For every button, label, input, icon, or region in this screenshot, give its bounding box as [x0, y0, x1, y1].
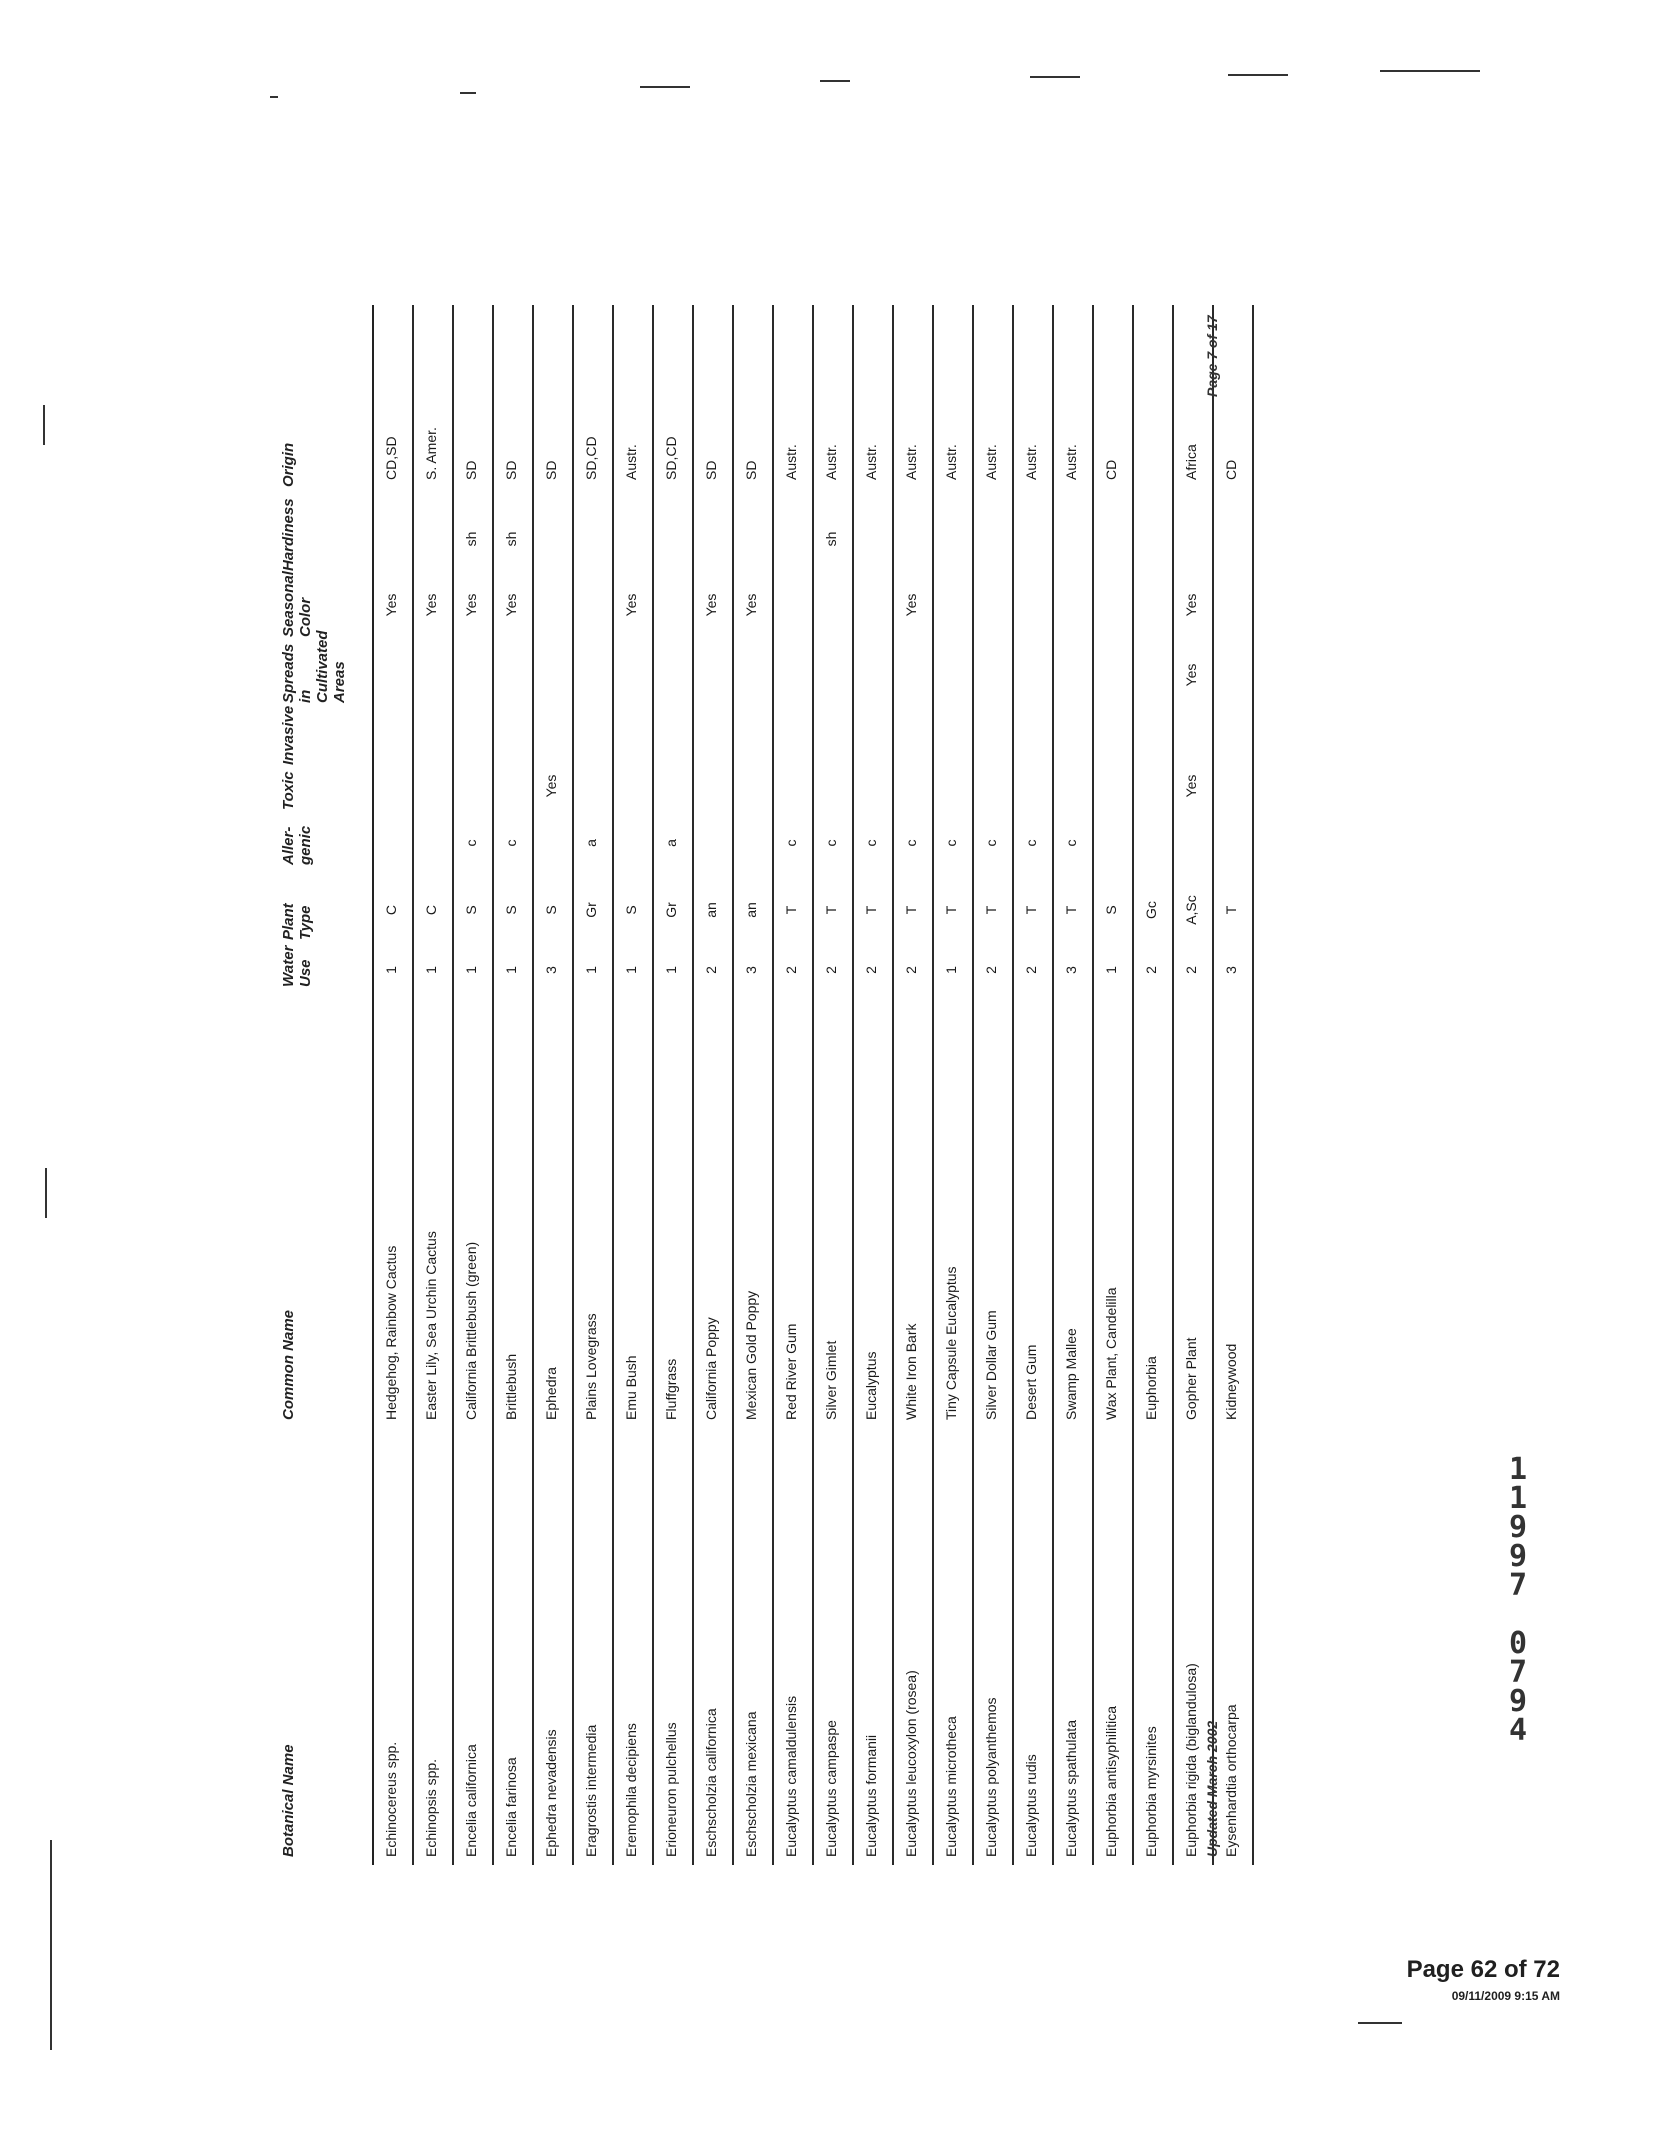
plant-type-cell: C	[423, 904, 439, 916]
plant-type-cell: Gc	[1143, 901, 1159, 919]
plant-type-cell: T	[983, 905, 999, 915]
allergenic-cell: c	[823, 839, 839, 847]
common-name-cell: California Brittlebush (green)	[463, 1241, 479, 1420]
botanical-name-cell: Eucalyptus formanii	[863, 1734, 879, 1857]
origin-cell: Austr.	[823, 444, 839, 480]
allergenic-cell: c	[983, 839, 999, 847]
table-row	[372, 305, 414, 1865]
table-row	[772, 305, 814, 1865]
seasonal-color-cell: Yes	[743, 593, 759, 617]
table-row	[412, 305, 454, 1865]
allergenic-cell: a	[663, 839, 679, 847]
table-row	[972, 305, 1014, 1865]
botanical-name-cell: Eschscholzia mexicana	[743, 1711, 759, 1857]
water-use-cell: 3	[543, 966, 559, 974]
botanical-name-cell: Eremophila decipiens	[623, 1723, 639, 1857]
document-stamp-number	[1498, 1452, 1538, 1748]
header-seasonal-color: Seasonal Color	[280, 571, 314, 637]
scan-mark	[1380, 70, 1480, 72]
table-row	[652, 305, 694, 1865]
water-use-cell: 2	[1143, 966, 1159, 974]
scan-mark	[820, 80, 850, 82]
origin-cell: SD,CD	[663, 436, 679, 480]
origin-cell: Austr.	[863, 444, 879, 480]
allergenic-cell: c	[463, 839, 479, 847]
water-use-cell: 2	[783, 966, 799, 974]
common-name-cell: Hedgehog, Rainbow Cactus	[383, 1245, 399, 1420]
plant-type-cell: T	[1023, 905, 1039, 915]
botanical-name-cell: Echinocereus spp.	[383, 1741, 399, 1857]
header-origin: Origin	[280, 442, 297, 487]
botanical-name-cell: Encelia farinosa	[503, 1757, 519, 1857]
stamp-digit: 1	[1508, 1481, 1528, 1516]
water-use-cell: 1	[463, 966, 479, 974]
stamp-digit: 7	[1508, 1655, 1528, 1690]
stamp-digit: 9	[1508, 1539, 1528, 1574]
common-name-cell: Ephedra	[543, 1367, 559, 1420]
page-of-label: Page 7 of 17	[1204, 315, 1220, 397]
stamp-digit: 7	[1508, 1568, 1528, 1603]
allergenic-cell: c	[503, 839, 519, 847]
origin-cell: SD	[543, 460, 559, 480]
seasonal-color-cell: Yes	[1183, 593, 1199, 617]
seasonal-color-cell: Yes	[383, 593, 399, 617]
scan-mark	[460, 92, 476, 94]
allergenic-cell: c	[1063, 839, 1079, 847]
table-row	[532, 305, 574, 1865]
origin-cell: SD	[503, 460, 519, 480]
stamp-digit: 9	[1508, 1684, 1528, 1719]
botanical-name-cell: Eschscholzia californica	[703, 1708, 719, 1857]
scan-mark	[640, 86, 690, 88]
plant-type-cell: T	[1223, 905, 1239, 915]
stamp-digit: 1	[1508, 1452, 1528, 1487]
hardiness-cell: sh	[823, 531, 839, 547]
plant-type-cell: T	[783, 905, 799, 915]
origin-cell: CD,SD	[383, 436, 399, 480]
common-name-cell: Eucalyptus	[863, 1351, 879, 1420]
water-use-cell: 2	[903, 966, 919, 974]
water-use-cell: 2	[983, 966, 999, 974]
allergenic-cell: c	[943, 839, 959, 847]
origin-cell: CD	[1103, 459, 1119, 480]
plant-type-cell: Gr	[663, 902, 679, 918]
water-use-cell: 2	[823, 966, 839, 974]
common-name-cell: Easter Lily, Sea Urchin Cactus	[423, 1231, 439, 1420]
table-row	[1092, 305, 1134, 1865]
scan-mark	[1358, 2022, 1402, 2024]
plant-type-cell: S	[623, 905, 639, 915]
seasonal-color-cell: Yes	[623, 593, 639, 617]
plant-type-cell: T	[823, 905, 839, 915]
common-name-cell: Gopher Plant	[1183, 1337, 1199, 1420]
header-botanical-name: Botanical Name	[280, 1744, 297, 1857]
origin-cell: Austr.	[983, 444, 999, 480]
plant-type-cell: Gr	[583, 902, 599, 918]
origin-cell: Austr.	[943, 444, 959, 480]
seasonal-color-cell: Yes	[503, 593, 519, 617]
common-name-cell: Wax Plant, Candelilla	[1103, 1287, 1119, 1420]
scan-mark	[50, 1840, 52, 2050]
botanical-name-cell: Eucalyptus rudis	[1023, 1754, 1039, 1857]
plant-type-cell: T	[903, 905, 919, 915]
header-hardiness: Hardiness	[280, 498, 297, 571]
origin-cell: Austr.	[1063, 444, 1079, 480]
plant-type-cell: S	[1103, 905, 1119, 915]
hardiness-cell: sh	[503, 531, 519, 547]
botanical-name-cell: Erioneuron pulchellus	[663, 1722, 679, 1857]
origin-cell: S. Amer.	[423, 427, 439, 480]
hardiness-cell: sh	[463, 531, 479, 547]
table-row	[1132, 305, 1174, 1865]
plant-type-cell: S	[543, 905, 559, 915]
seasonal-color-cell: Yes	[423, 593, 439, 617]
common-name-cell: Kidneywood	[1223, 1343, 1239, 1420]
common-name-cell: Euphorbia	[1143, 1356, 1159, 1420]
botanical-name-cell: Eysenhardtia orthocarpa	[1223, 1704, 1239, 1857]
water-use-cell: 3	[743, 966, 759, 974]
common-name-cell: Silver Dollar Gum	[983, 1310, 999, 1420]
botanical-name-cell: Eucalyptus leucoxylon (rosea)	[903, 1670, 919, 1857]
header-toxic: Toxic	[280, 771, 297, 810]
header-allergenic: Aller- genic	[280, 825, 314, 865]
table-header	[272, 305, 374, 1865]
allergenic-cell: c	[1023, 839, 1039, 847]
botanical-name-cell: Eucalyptus polyanthemos	[983, 1697, 999, 1857]
common-name-cell: Brittlebush	[503, 1353, 519, 1420]
botanical-name-cell: Eragrostis intermedia	[583, 1724, 599, 1857]
plant-type-cell: T	[863, 905, 879, 915]
seasonal-color-cell: Yes	[703, 593, 719, 617]
origin-cell: Austr.	[623, 444, 639, 480]
stamp-digit: 4	[1508, 1713, 1528, 1748]
page-count-title: Page 62 of 72	[1406, 1956, 1560, 1983]
common-name-cell: Fluffgrass	[663, 1358, 679, 1420]
origin-cell: Austr.	[903, 444, 919, 480]
origin-cell: SD	[743, 460, 759, 480]
stamp-gap	[1498, 1600, 1538, 1629]
header-invasive: Invasive	[280, 705, 297, 765]
botanical-name-cell: Euphorbia rigida (biglandulosa)	[1183, 1663, 1199, 1857]
table-row	[612, 305, 654, 1865]
scan-mark	[1228, 74, 1288, 76]
common-name-cell: Silver Gimlet	[823, 1340, 839, 1420]
water-use-cell: 3	[1223, 966, 1239, 974]
table-row	[452, 305, 494, 1865]
allergenic-cell: c	[863, 839, 879, 847]
stamp-digit: 0	[1508, 1626, 1528, 1661]
page-timestamp: 09/11/2009 9:15 AM	[1451, 1989, 1560, 2003]
water-use-cell: 1	[663, 966, 679, 974]
toxic-cell: Yes	[1183, 774, 1199, 798]
origin-cell: Austr.	[1023, 444, 1039, 480]
botanical-name-cell: Euphorbia myrsinites	[1143, 1726, 1159, 1857]
plant-type-cell: S	[463, 905, 479, 915]
origin-cell: Austr.	[783, 444, 799, 480]
botanical-name-cell: Eucalyptus campaspe	[823, 1720, 839, 1857]
table-row	[1212, 305, 1254, 1865]
header-water-use: Water Use	[280, 945, 314, 987]
allergenic-cell: c	[903, 839, 919, 847]
common-name-cell: California Poppy	[703, 1317, 719, 1420]
stamp-digit: 9	[1508, 1510, 1528, 1545]
botanical-name-cell: Eucalyptus spathulata	[1063, 1720, 1079, 1857]
origin-cell: SD	[703, 460, 719, 480]
spreads-cell: Yes	[1183, 663, 1199, 687]
water-use-cell: 2	[863, 966, 879, 974]
origin-cell: SD,CD	[583, 436, 599, 480]
table-row	[932, 305, 974, 1865]
table-row	[1052, 305, 1094, 1865]
common-name-cell: Mexican Gold Poppy	[743, 1290, 759, 1420]
origin-cell: SD	[463, 460, 479, 480]
origin-cell: CD	[1223, 459, 1239, 480]
seasonal-color-cell: Yes	[903, 593, 919, 617]
plant-type-cell: A,Sc	[1183, 895, 1199, 925]
scan-mark	[270, 96, 278, 98]
plant-type-cell: T	[943, 905, 959, 915]
table-row	[1012, 305, 1054, 1865]
common-name-cell: Red River Gum	[783, 1323, 799, 1420]
header-common-name: Common Name	[280, 1309, 297, 1420]
botanical-name-cell: Eucalyptus camaldulensis	[783, 1695, 799, 1857]
updated-note: Updated March 2002	[1204, 1720, 1220, 1857]
water-use-cell: 2	[1023, 966, 1039, 974]
common-name-cell: Emu Bush	[623, 1355, 639, 1420]
header-plant-type: Plant Type	[280, 903, 314, 940]
scan-mark	[45, 1168, 47, 1218]
water-use-cell: 1	[943, 966, 959, 974]
table-row	[812, 305, 854, 1865]
botanical-name-cell: Echinopsis spp.	[423, 1758, 439, 1857]
common-name-cell: Plains Lovegrass	[583, 1313, 599, 1420]
botanical-name-cell: Euphorbia antisyphilitica	[1103, 1706, 1119, 1857]
botanical-name-cell: Ephedra nevadensis	[543, 1729, 559, 1857]
table-row	[732, 305, 774, 1865]
water-use-cell: 2	[703, 966, 719, 974]
table-row	[852, 305, 894, 1865]
water-use-cell: 1	[503, 966, 519, 974]
plant-type-cell: an	[743, 902, 759, 918]
seasonal-color-cell: Yes	[463, 593, 479, 617]
origin-cell: Africa	[1183, 444, 1199, 480]
scan-mark	[1030, 76, 1080, 78]
common-name-cell: White Iron Bark	[903, 1323, 919, 1420]
common-name-cell: Desert Gum	[1023, 1344, 1039, 1420]
water-use-cell: 1	[1103, 966, 1119, 974]
water-use-cell: 1	[423, 966, 439, 974]
plant-type-cell: S	[503, 905, 519, 915]
scan-mark	[43, 405, 45, 445]
botanical-name-cell: Encelia californica	[463, 1744, 479, 1857]
plant-type-cell: C	[383, 904, 399, 916]
water-use-cell: 1	[623, 966, 639, 974]
botanical-name-cell: Eucalyptus microtheca	[943, 1716, 959, 1857]
plant-type-cell: T	[1063, 905, 1079, 915]
rotated-table-block	[272, 305, 1239, 1865]
table-row	[892, 305, 934, 1865]
water-use-cell: 2	[1183, 966, 1199, 974]
header-spreads: Spreads in Cultivated Areas	[280, 630, 348, 703]
table-row	[1172, 305, 1214, 1865]
plant-type-cell: an	[703, 902, 719, 918]
table-row	[492, 305, 534, 1865]
water-use-cell: 3	[1063, 966, 1079, 974]
water-use-cell: 1	[383, 966, 399, 974]
table-row	[572, 305, 614, 1865]
allergenic-cell: c	[783, 839, 799, 847]
allergenic-cell: a	[583, 839, 599, 847]
common-name-cell: Swamp Mallee	[1063, 1328, 1079, 1420]
common-name-cell: Tiny Capsule Eucalyptus	[943, 1266, 959, 1420]
toxic-cell: Yes	[543, 774, 559, 798]
table-row	[692, 305, 734, 1865]
water-use-cell: 1	[583, 966, 599, 974]
